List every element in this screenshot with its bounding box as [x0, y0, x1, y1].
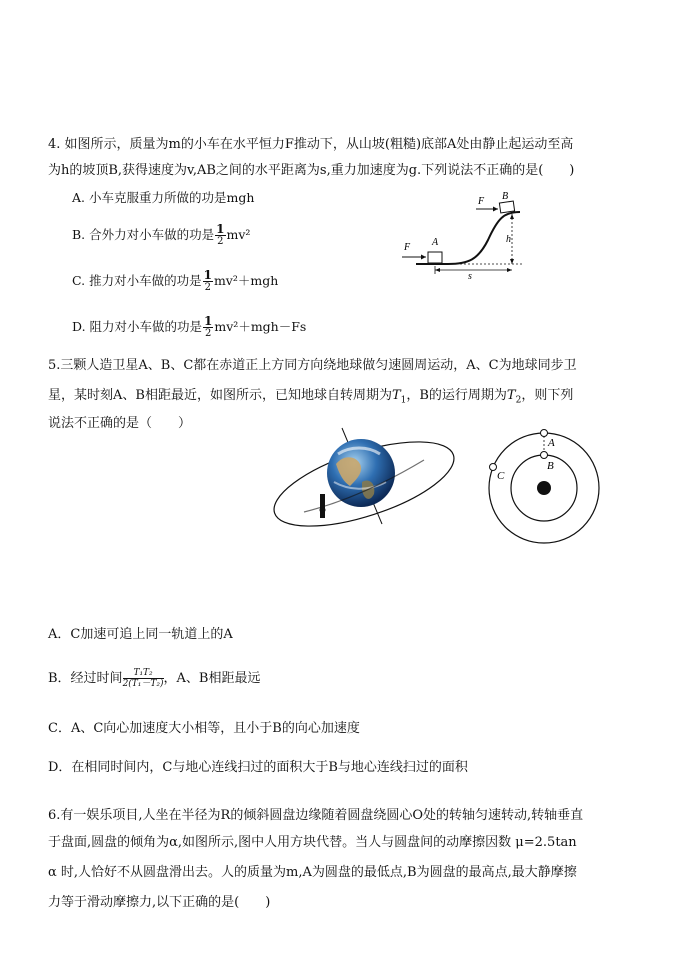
q5-stem-line2-suffix: ，则下列: [521, 388, 574, 403]
q5-stem-line2-mid: ，B的运行周期为: [406, 388, 507, 403]
q5-option-b-fraction: [123, 668, 164, 689]
q6-line2: 于盘面,圆盘的倾角为α,如图所示,图中人用方块代替。当人与圆盘间的动摩擦因数 μ=2.5tan: [48, 835, 577, 850]
q4-option-d-suffix: mv²＋mgh－Fs: [214, 319, 307, 334]
satellite-body: [320, 494, 325, 518]
q4-fig-label-h: h: [506, 234, 511, 245]
satellite-b-marker: [541, 452, 548, 459]
q4-option-c-fraction: [203, 270, 213, 293]
q4-fig-label-f2: F: [478, 196, 485, 207]
fraction-denominator: 2(T₁－T₂): [122, 679, 164, 689]
q4-option-d-fraction: [203, 316, 213, 339]
q5-option-b-suffix: ，A、B相距最远: [163, 671, 261, 686]
q4-fig-label-a: A: [432, 237, 439, 248]
q4-slope-figure: [398, 190, 528, 280]
q4-option-c-prefix: C. 推力对小车做的功是: [72, 273, 202, 288]
q5-orbit-diagram: [484, 424, 608, 552]
q5-stem-line3: 说法不正确的是（ ）: [48, 416, 192, 431]
q6-line3: α 时,人恰好不从圆盘滑出去。人的质量为m,A为圆盘的最低点,B为圆盘的最高点,最大静摩擦: [48, 865, 577, 880]
q4-fig-label-f1: F: [404, 242, 411, 253]
q5-option-d: D．在相同时间内，C与地心连线扫过的面积大于B与地心连线扫过的面积: [48, 760, 468, 775]
fraction-denominator: 2: [217, 236, 224, 247]
q5-option-b-prefix: B．经过时间: [48, 671, 123, 686]
q5-stem-line2-prefix: 星，某时刻A、B相距最近，如图所示，已知地球自转周期为: [48, 388, 392, 403]
fraction-numerator: 1: [203, 268, 212, 282]
q5-fig-label-b: B: [547, 460, 554, 472]
fraction-denominator: 2: [204, 282, 211, 293]
q4-option-a: A. 小车克服重力所做的功是mgh: [72, 190, 255, 205]
q5-t2-symbol: T: [506, 388, 516, 403]
q4-option-d-prefix: D. 阻力对小车做的功是: [72, 319, 203, 334]
q4-option-c: [72, 270, 278, 293]
q6-line1: 6.有一娱乐项目,人坐在半径为R的倾斜圆盘边缘随着圆盘绕圆心O处的转轴匀速转动,转轴垂直: [48, 808, 584, 823]
satellite-a-marker: [541, 430, 548, 437]
q5-option-b: [48, 668, 261, 689]
q4-option-b-prefix: B. 合外力对小车做的功是: [72, 227, 215, 242]
fraction-numerator: 1: [204, 314, 213, 328]
satellite-c-marker: [490, 464, 497, 471]
q5-earth-orbit-figure: [264, 424, 464, 536]
q4-stem-line1: 4. 如图所示，质量为m的小车在水平恒力F推动下，从山坡(粗糙)底部A处由静止起运动至高: [48, 137, 574, 152]
q4-option-b: [72, 224, 250, 247]
q5-option-a: A．C加速可追上同一轨道上的A: [48, 627, 233, 642]
q5-t2-subscript: 2: [515, 395, 522, 406]
q4-option-b-fraction: [215, 224, 225, 247]
earth-center-dot: [537, 481, 551, 495]
fraction-numerator: T₁T₂: [123, 668, 164, 679]
q5-option-c: C．A、C向心加速度大小相等，且小于B的向心加速度: [48, 721, 360, 736]
q4-fig-label-b: B: [502, 191, 509, 202]
q4-option-c-suffix: mv²＋mgh: [213, 273, 279, 288]
q5-fig-label-c: C: [497, 470, 505, 482]
q5-stem-line1: 5.三颗人造卫星A、B、C都在赤道正上方同方向绕地球做匀速圆周运动，A、C为地球同步卫: [48, 358, 577, 373]
q6-line4: 力等于滑动摩擦力,以下正确的是( ): [48, 895, 271, 910]
q5-fig-label-a: A: [548, 437, 555, 449]
fraction-numerator: 1: [216, 222, 225, 236]
q4-stem-line2: 为h的坡顶B,获得速度为v,AB之间的水平距离为s,重力加速度为g.下列说法不正确的是( ): [48, 163, 575, 178]
fraction-denominator: 2: [205, 328, 212, 339]
q5-t1-symbol: T: [391, 388, 401, 403]
q4-fig-label-s: s: [468, 271, 472, 280]
q5-stem-line2: [48, 387, 573, 410]
q4-option-d: [72, 316, 306, 339]
q5-t1-subscript: 1: [400, 395, 407, 406]
q4-option-b-suffix: mv²: [226, 227, 251, 242]
